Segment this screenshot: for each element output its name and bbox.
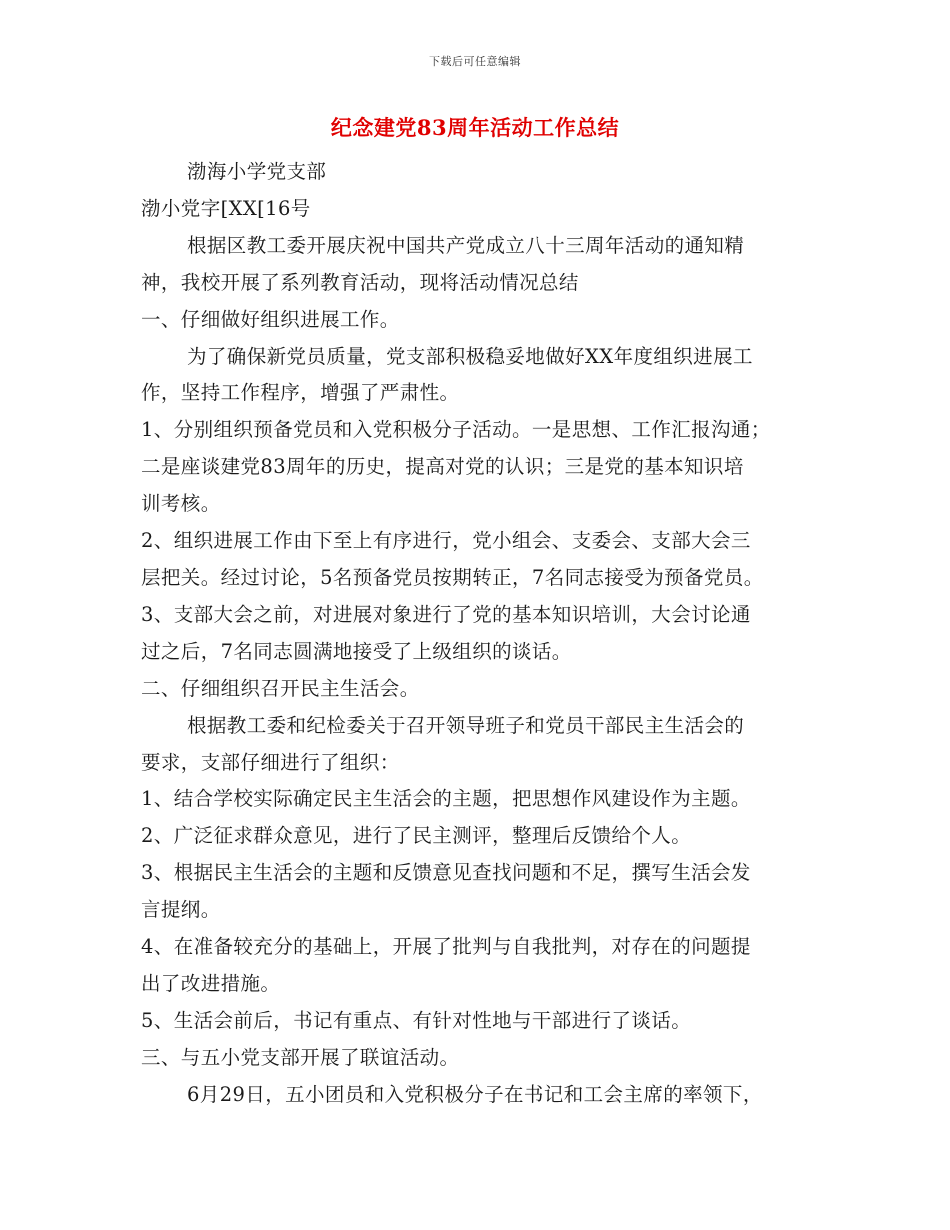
text-line: 言提纲。 <box>141 898 221 922</box>
text-line: 4、在准备较充分的基础上，开展了批判与自我批判，对存在的问题提 <box>141 935 751 959</box>
text-line: 5、生活会前后，书记有重点、有针对性地与干部进行了谈话。 <box>141 1008 692 1032</box>
text-line: 根据区教工委开展庆祝中国共产党成立八十三周年活动的通知精 <box>187 233 745 257</box>
text-line: 渤海小学党支部 <box>187 160 327 183</box>
text-line: 1、结合学校实际确定民主生活会的主题，把思想作风建设作为主题。 <box>141 787 751 811</box>
text-line: 过之后，7名同志圆满地接受了上级组织的谈话。 <box>141 639 572 663</box>
text-line: 3、根据民主生活会的主题和反馈意见查找问题和不足，撰写生活会发 <box>141 861 751 885</box>
text-line: 层把关。经过讨论，5名预备党员按期转正，7名同志接受为预备党员。 <box>141 565 764 589</box>
text-line: 二、仔细组织召开民主生活会。 <box>141 676 420 700</box>
document-body <box>141 154 811 1114</box>
text-line: 神，我校开展了系列教育活动，现将活动情况总结 <box>141 270 579 294</box>
text-line: 1、分别组织预备党员和入党积极分子活动。一是思想、工作汇报沟通； <box>141 418 771 442</box>
text-line: 作，坚持工作程序，增强了严肃性。 <box>141 381 460 405</box>
text-line: 2、广泛征求群众意见，进行了民主测评，整理后反馈给个人。 <box>141 824 692 848</box>
text-line: 6月29日，五小团员和入党积极分子在书记和工会主席的率领下， <box>187 1082 763 1106</box>
text-line: 出了改进措施。 <box>141 971 281 995</box>
text-line: 三、与五小党支部开展了联谊活动。 <box>141 1045 460 1069</box>
text-line: 一、仔细做好组织进展工作。 <box>141 307 400 331</box>
text-line: 为了确保新党员质量，党支部积极稳妥地做好XX年度组织进展工 <box>187 344 753 368</box>
text-line: 渤小党字[XX[16号 <box>141 196 311 220</box>
header-note: 下载后可任意编辑 <box>429 55 521 68</box>
text-line: 要求，支部仔细进行了组织： <box>141 750 400 774</box>
text-line: 根据教工委和纪检委关于召开领导班子和党员干部民主生活会的 <box>187 713 745 737</box>
text-line: 二是座谈建党83周年的历史，提高对党的认识；三是党的基本知识培 <box>141 455 744 479</box>
document-title: 纪念建党83周年活动工作总结 <box>330 115 620 140</box>
text-line: 2、组织进展工作由下至上有序进行，党小组会、支委会、支部大会三 <box>141 529 751 553</box>
text-line: 训考核。 <box>141 492 221 516</box>
text-line: 3、支部大会之前，对进展对象进行了党的基本知识培训，大会讨论通 <box>141 602 751 626</box>
